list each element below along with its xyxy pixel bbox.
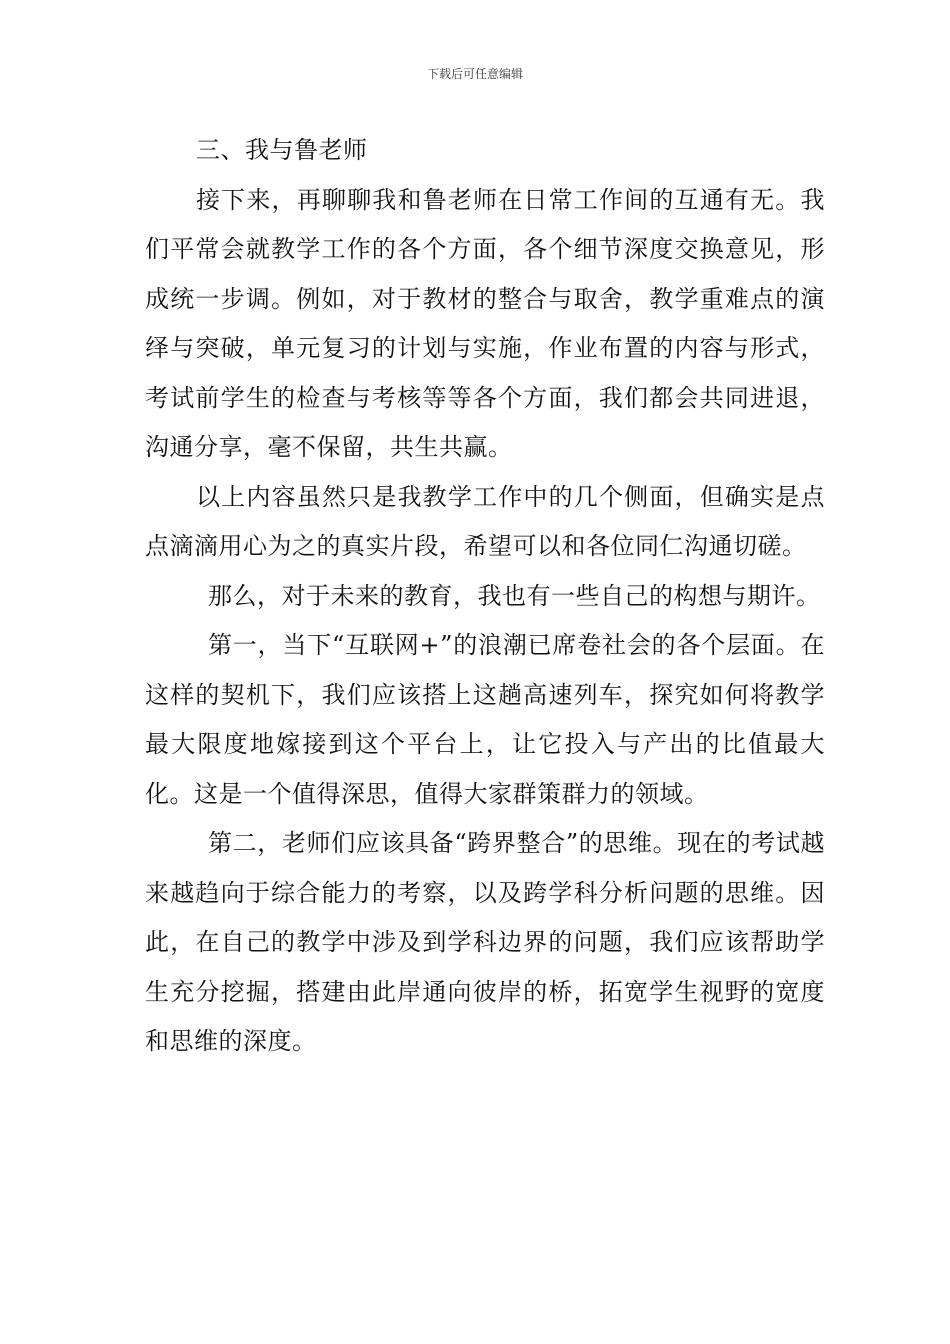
page-header-note: 下载后可任意编辑 xyxy=(426,67,523,81)
paragraph-point-two: 第二，老师们应该具备“跨界整合”的思维。现在的考试越来越趋向于综合能力的考察，以及跨学科分析问题的思维。因此，在自己的教学中涉及到学科边界的问题，我们应该帮助学生充分挖掘，搭建由此岸通向彼岸的桥，拓宽学生视野的宽度和思维的深度。 xyxy=(145,829,825,1055)
paragraph-summary: 以上内容虽然只是我教学工作中的几个侧面，但确实是点点滴滴用心为之的真实片段，希望可以和各位同仁沟通切磋。 xyxy=(145,482,825,560)
paragraph-point-one: 第一，当下“互联网+”的浪潮已席卷社会的各个层面。在这样的契机下，我们应该搭上这趟高速列车，探究如何将教学最大限度地嫁接到这个平台上，让它投入与产出的比值最大化。这是一个值得深思，值得大家群策群力的领域。 xyxy=(145,631,825,808)
paragraph-communication: 接下来，再聊聊我和鲁老师在日常工作间的互通有无。我们平常会就教学工作的各个方面，各个细节深度交换意见，形成统一步调。例如，对于教材的整合与取舍，教学重难点的演绎与突破，单元复习的计划与实施，作业布置的内容与形式，考试前学生的检查与考核等等各个方面，我们都会共同进退，沟通分享，毫不保留，共生共赢。 xyxy=(145,185,825,461)
document-body xyxy=(145,126,825,1067)
section-heading: 三、我与鲁老师 xyxy=(196,136,368,164)
paragraph-future-intro: 那么，对于未来的教育，我也有一些自己的构想与期许。 xyxy=(208,581,821,610)
